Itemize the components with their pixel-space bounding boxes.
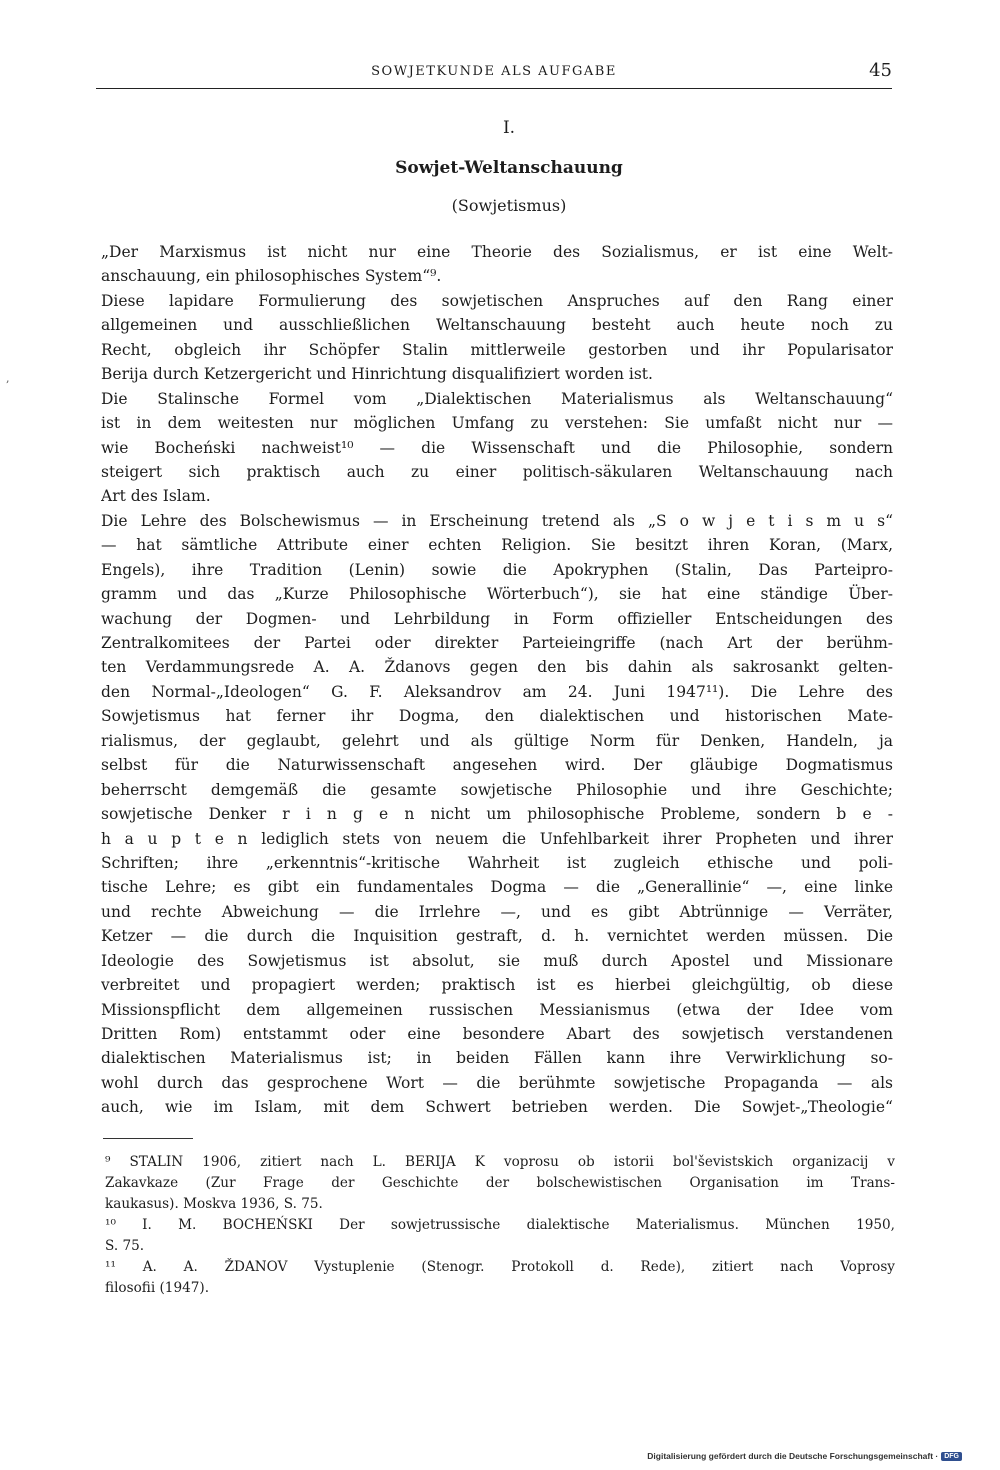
body-line: dialektischen Materialismus ist; in beiden Fällen kann ihre Verwirklichung so-	[101, 1049, 893, 1068]
body-line: selbst für die Naturwissenschaft angesehen wird. Der gläubige Dogmatismus	[101, 756, 893, 775]
footnote-line: ⁹ STALIN 1906, zitiert nach L. BERIJA K voprosu ob istorii bol'ševistskich organizacij v	[105, 1154, 895, 1170]
footnote-divider	[103, 1138, 193, 1139]
body-line: anschauung, ein philosophisches System“⁹.	[101, 267, 442, 286]
body-line: Recht, obgleich ihr Schöpfer Stalin mittlerweile gestorben und ihr Popularisator	[101, 340, 893, 359]
footnote-line: ¹¹ A. A. ŽDANOV Vystuplenie (Stenogr. Protokoll d. Rede), zitiert nach Voprosy	[105, 1259, 895, 1275]
body-line: Dritten Rom) entstammt oder eine besondere Abart des sowjetisch verstandenen	[101, 1025, 893, 1043]
body-line: beherrscht demgemäß die gesamte sowjetische Philosophie und ihre Geschichte;	[101, 780, 893, 799]
footnote-line: ¹⁰ I. M. BOCHEŃSKI Der sowjetrussische dialektische Materialismus. München 1950,	[105, 1217, 895, 1233]
dfg-logo-icon: DFG	[941, 1452, 962, 1461]
digitization-credit	[647, 1451, 962, 1461]
body-line: auch, wie im Islam, mit dem Schwert betrieben werden. Die Sowjet-„Theologie“	[101, 1098, 893, 1117]
body-line: Ideologie des Sowjetismus ist absolut, sie muß durch Apostel und Missionare	[101, 951, 893, 970]
section-subtitle: (Sowjetismus)	[451, 196, 567, 215]
body-line: Sowjetismus hat ferner ihr Dogma, den dialektischen und historischen Mate-	[101, 707, 893, 726]
body-line: Schriften; ihre „erkenntnis“-kritische Wahrheit ist zugleich ethische und poli-	[101, 853, 893, 872]
body-line: wachung der Dogmen- und Lehrbildung in Form offizieller Entscheidungen des	[101, 609, 893, 628]
footnote-line: S. 75.	[105, 1238, 145, 1254]
body-line: Die Stalinsche Formel vom „Dialektischen Materialismus als Weltanschauung“	[101, 389, 893, 408]
body-line: wohl durch das gesprochene Wort — die berühmte sowjetische Propaganda — als	[101, 1073, 893, 1092]
body-line: ten Verdammungsrede A. A. Ždanovs gegen den bis dahin als sakrosankt gelten-	[101, 658, 893, 677]
body-line: Engels), ihre Tradition (Lenin) sowie die Apokryphen (Stalin, Das Parteipro-	[101, 560, 893, 579]
body-line: gramm und das „Kurze Philosophische Wörterbuch“), sie hat eine ständige Über-	[101, 585, 893, 604]
body-line: ist in dem weitesten nur möglichen Umfang zu verstehen: Sie umfaßt nicht nur —	[101, 414, 893, 433]
body-line: Diese lapidare Formulierung des sowjetischen Anspruches auf den Rang einer	[101, 291, 893, 310]
page-number: 45	[869, 60, 892, 81]
body-line: — hat sämtliche Attribute einer echten Religion. Sie besitzt ihren Koran, (Marx,	[101, 536, 893, 555]
section-title: Sowjet-Weltanschauung	[395, 158, 623, 178]
body-line: allgemeinen und ausschließlichen Weltanschauung besteht auch heute noch zu	[101, 316, 893, 335]
body-line: Die Lehre des Bolschewismus — in Erscheinung tretend als „S o w j e t i s m u s“	[101, 511, 893, 530]
body-line: sowjetische Denker r i n g e n nicht um philosophische Probleme, sondern b e -	[101, 805, 893, 824]
body-line: „Der Marxismus ist nicht nur eine Theorie des Sozialismus, er ist eine Welt-	[101, 243, 893, 261]
body-line: und rechte Abweichung — die Irrlehre —, und es gibt Abtrünnige — Verräter,	[101, 902, 893, 921]
margin-mark: ,	[6, 372, 10, 385]
running-head	[96, 62, 892, 89]
body-line: den Normal-„Ideologen“ G. F. Aleksandrov am 24. Juni 1947¹¹). Die Lehre des	[101, 682, 893, 701]
body-line: Art des Islam.	[101, 487, 211, 506]
body-line: Berija durch Ketzergericht und Hinrichtung disqualifiziert worden ist.	[101, 365, 653, 384]
body-line: verbreitet und propagiert werden; praktisch ist es hierbei gleichgültig, ob diese	[101, 976, 893, 995]
body-line: steigert sich praktisch auch zu einer politisch-säkularen Weltanschauung nach	[101, 462, 893, 481]
body-line: Ketzer — die durch die Inquisition gestraft, d. h. vernichtet werden müssen. Die	[101, 927, 893, 946]
footnote-line: filosofii (1947).	[105, 1280, 210, 1296]
body-line: h a u p t e n lediglich stets von neuem die Unfehlbarkeit ihrer Propheten und ihrer	[101, 829, 893, 848]
section-numeral: I.	[502, 118, 516, 138]
body-line: Zentralkomitees der Partei oder direkter Parteieingriffe (nach Art der berühm-	[101, 634, 893, 652]
footnote-line: kaukasus). Moskva 1936, S. 75.	[105, 1196, 323, 1212]
footnotes	[105, 1152, 895, 1299]
body-line: Missionspflicht dem allgemeinen russischen Messianismus (etwa der Idee vom	[101, 1000, 893, 1019]
body-line: rialismus, der geglaubt, gelehrt und als gültige Norm für Denken, Handeln, ja	[101, 731, 893, 750]
running-title: SOWJETKUNDE ALS AUFGABE	[371, 64, 617, 79]
body-line: tische Lehre; es gibt ein fundamentales Dogma — die „Generallinie“ —, eine linke	[101, 878, 893, 897]
credit-text: Digitalisierung gefördert durch die Deutsche Forschungsgemeinschaft ·	[647, 1451, 939, 1461]
body-line: wie Bocheński nachweist¹⁰ — die Wissenschaft und die Philosophie, sondern	[101, 438, 893, 457]
body-text	[101, 240, 893, 1120]
footnote-line: Zakavkaze (Zur Frage der Geschichte der bolschewistischen Organisation im Trans-	[105, 1175, 895, 1191]
